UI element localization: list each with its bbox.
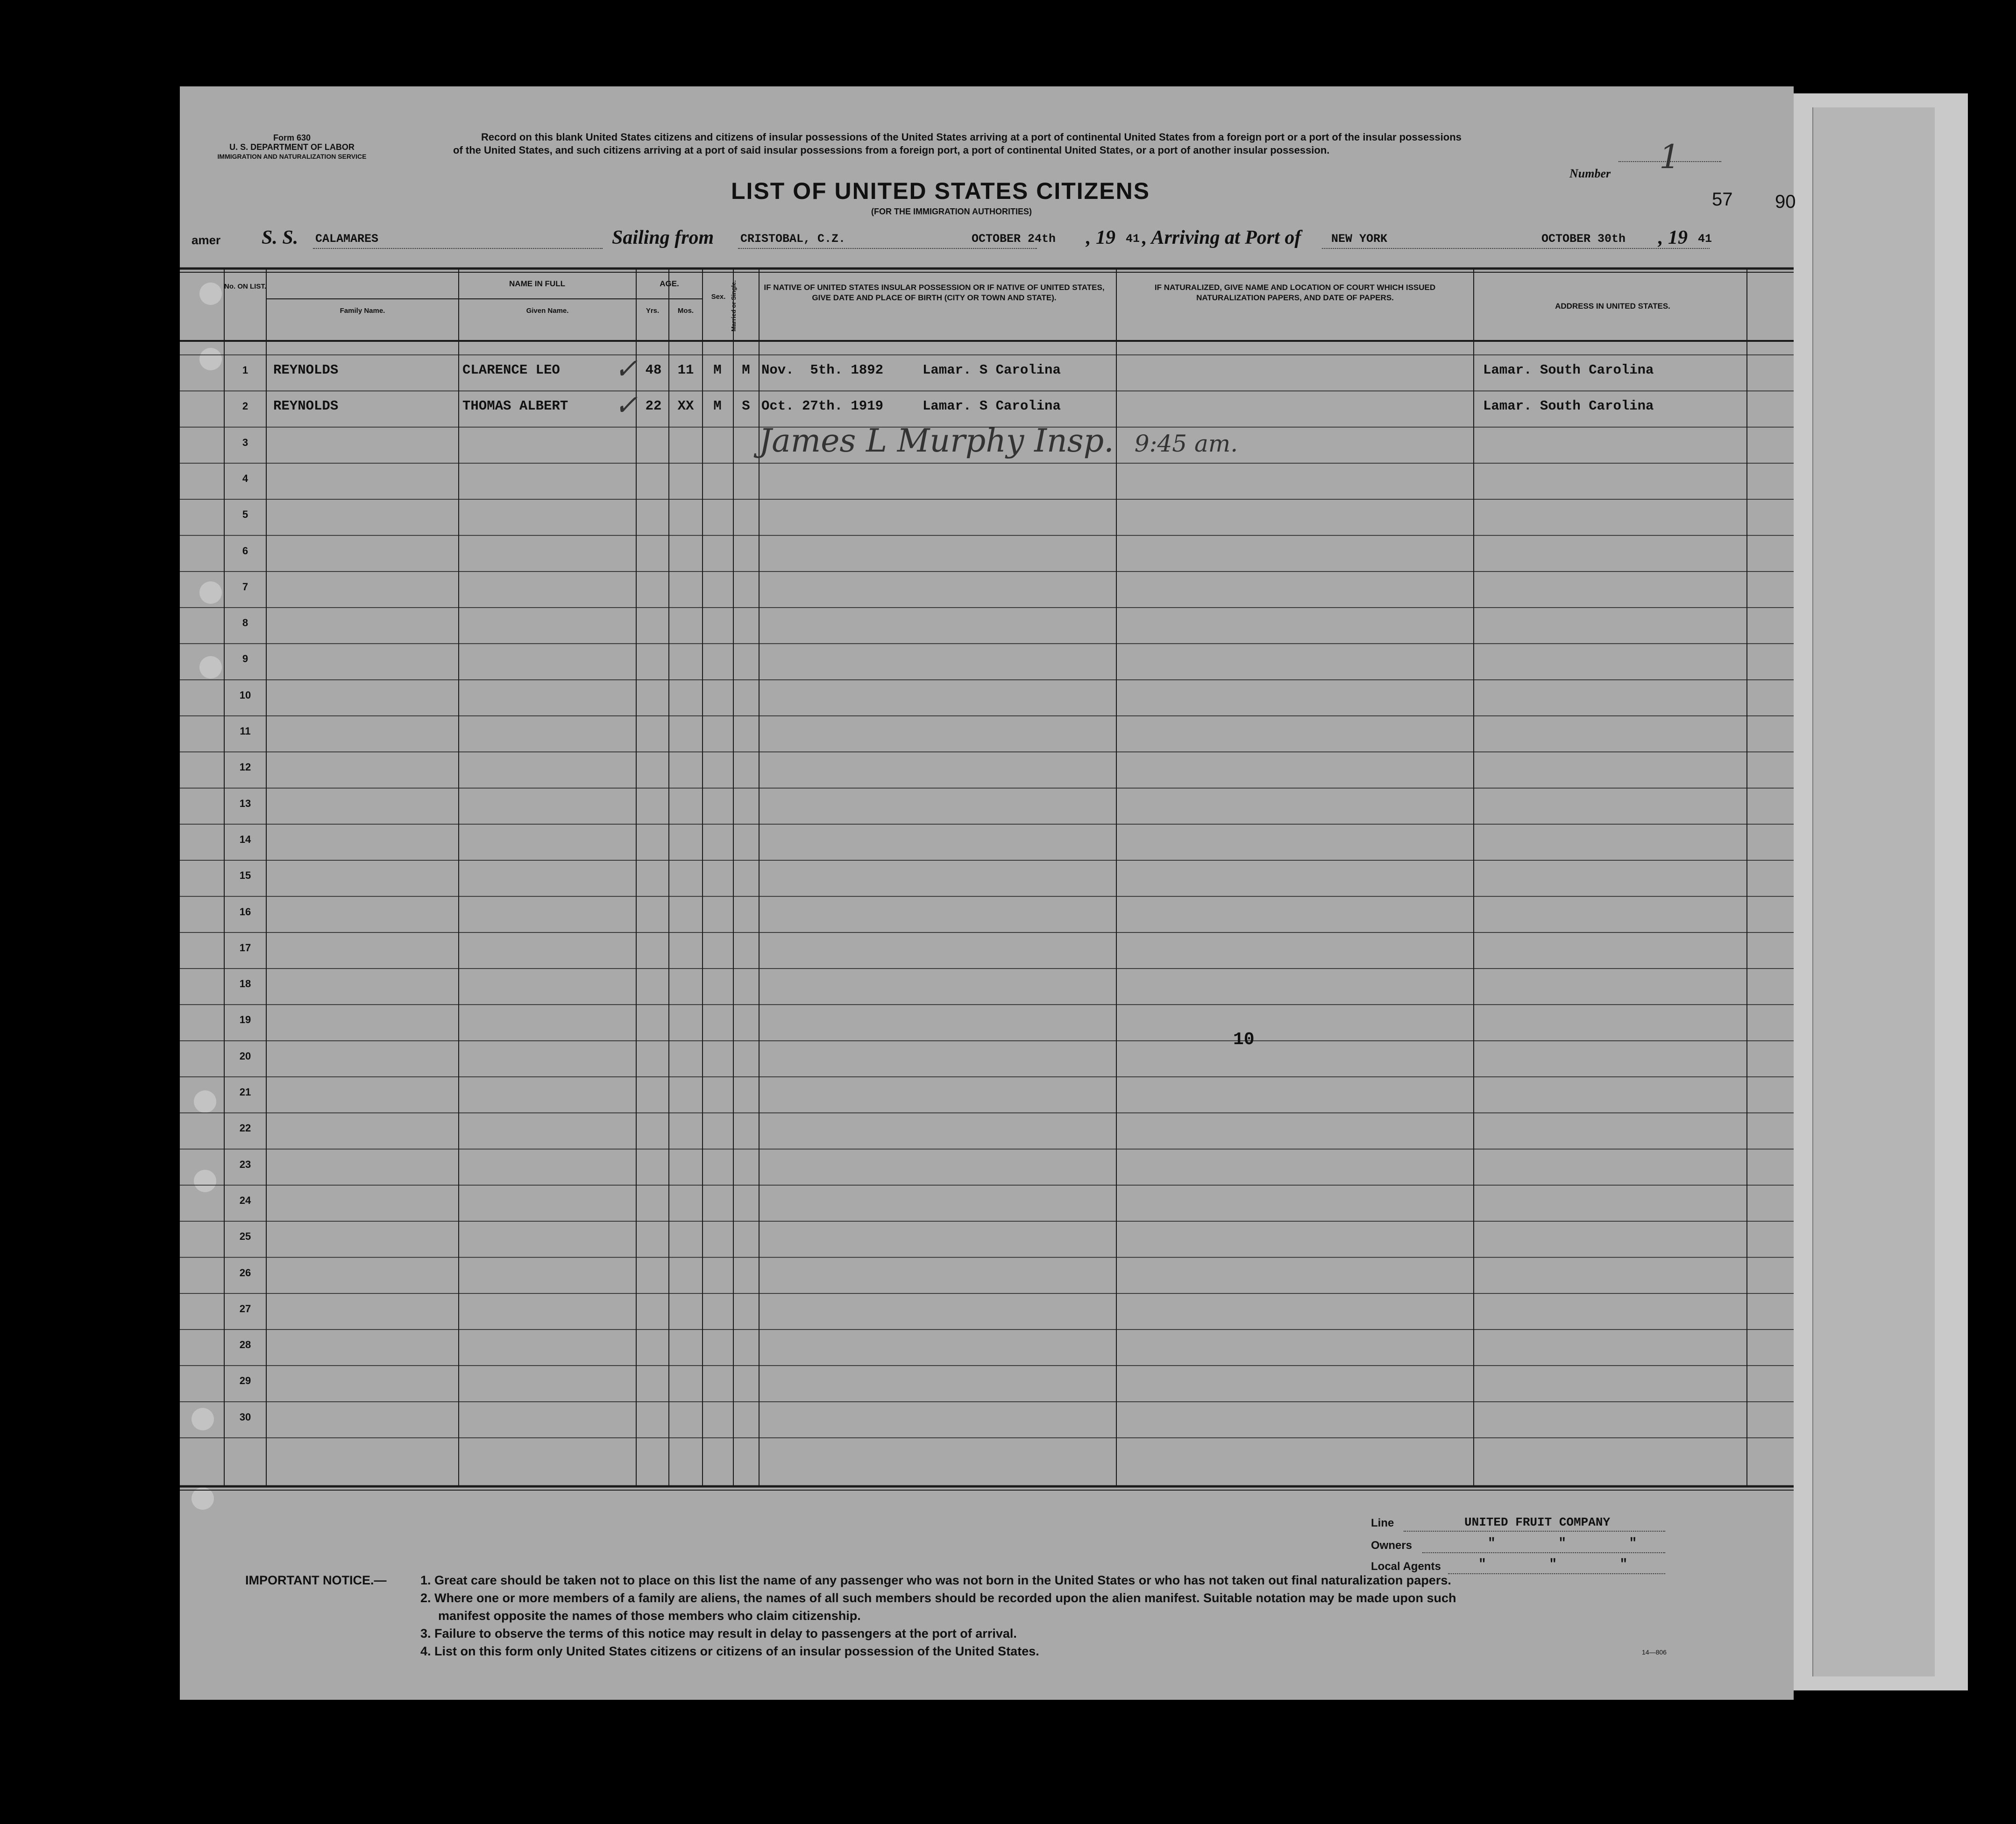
cell-no: 27	[239, 1302, 251, 1315]
cell-ms: S	[742, 398, 750, 414]
notice-heading: IMPORTANT NOTICE.—	[245, 1573, 387, 1587]
cell-no: 14	[239, 833, 251, 845]
sail-date: OCTOBER 24th	[972, 232, 1056, 246]
print-code: 14—806	[1642, 1648, 1667, 1656]
owners-value: " " "	[1488, 1536, 1637, 1551]
cell-no: 18	[239, 978, 251, 990]
table-row	[180, 572, 1794, 608]
ss-label: S. S.	[262, 227, 298, 248]
table-row	[180, 1258, 1794, 1294]
ship-name: CALAMARES	[315, 232, 379, 246]
table-row	[180, 1365, 1794, 1401]
cell-family: REYNOLDS	[273, 398, 339, 414]
binder-hole	[119, 693, 140, 714]
col-header-naturalized: IF NATURALIZED, GIVE NAME AND LOCATION OF COURT WHICH ISSUED NATURALIZATION PAPERS, AND DATE OF PAPERS.	[1154, 283, 1436, 302]
arrive-year-prefix: , 19	[1658, 227, 1688, 248]
sailing-label: Sailing from	[612, 227, 714, 248]
table-row	[180, 860, 1794, 896]
cell-no: 2	[242, 400, 248, 412]
table-row	[180, 1077, 1794, 1113]
col-header-age: AGE.	[660, 279, 679, 288]
table-row	[180, 1294, 1794, 1329]
manifest-page	[180, 86, 1794, 1700]
cell-no: 10	[239, 689, 251, 701]
check-mark: ✓	[614, 389, 638, 422]
to-port: NEW YORK	[1331, 232, 1388, 246]
arriving-label: , Arriving at Port of	[1142, 227, 1301, 248]
table-row	[180, 391, 1794, 427]
cell-no: 15	[239, 870, 251, 882]
cell-given: THOMAS ALBERT	[462, 398, 568, 414]
sail-year: 41	[1126, 232, 1140, 246]
cell-sex: M	[713, 398, 722, 414]
col-header-name: NAME IN FULL	[509, 279, 565, 288]
inspector-signature	[759, 423, 1413, 479]
cell-no: 1	[242, 364, 248, 376]
agents-value: " " "	[1478, 1557, 1628, 1572]
edge-number: 90	[1775, 191, 1796, 212]
notice-item: 2. Where one or more members of a family are aliens, the names of all such members should be recorded upon the alien manifest. Suitable notation may be made upon such	[420, 1591, 1456, 1605]
cell-no: 5	[242, 509, 248, 521]
table-row	[180, 536, 1794, 572]
table-row	[180, 1041, 1794, 1077]
cell-no: 16	[239, 905, 251, 918]
line-underline	[1404, 1531, 1665, 1532]
cell-no: 11	[240, 725, 251, 737]
col-header-sex: Sex.	[711, 293, 726, 301]
cell-family: REYNOLDS	[273, 362, 339, 378]
cell-no: 4	[242, 472, 248, 484]
col-header-family: Family Name.	[340, 307, 385, 315]
stamp-count: 10	[1233, 1030, 1255, 1050]
table-row	[180, 499, 1794, 535]
footer-line-block	[1371, 1513, 1791, 1578]
sail-year-prefix: , 19	[1086, 227, 1115, 248]
cell-no: 12	[239, 761, 251, 773]
notice-items	[420, 1571, 1784, 1660]
agents-label: Local Agents	[1371, 1560, 1441, 1573]
table-row	[180, 933, 1794, 969]
binder-hole	[121, 1130, 142, 1151]
number-value: 1	[1659, 138, 1680, 176]
cell-address: Lamar. South Carolina	[1483, 398, 1654, 414]
cell-birth-place: Lamar. S Carolina	[923, 398, 1061, 414]
table-row	[180, 824, 1794, 860]
binder-hole	[119, 619, 140, 639]
cell-no: 21	[239, 1086, 251, 1098]
col-header-native: IF NATIVE OF UNITED STATES INSULAR POSSESSION OR IF NATIVE OF UNITED STATES, GIVE DATE AND PLACE OF BIRTH (CITY OR TOWN AND STATE).	[764, 283, 1105, 302]
col-header-married: Married or Single.	[730, 280, 737, 332]
cell-address: Lamar. South Carolina	[1483, 362, 1654, 378]
owners-label: Owners	[1371, 1539, 1413, 1552]
table-row	[180, 897, 1794, 933]
cell-ms: M	[742, 362, 750, 378]
table-row	[180, 680, 1794, 716]
underlying-sheet-2	[1812, 107, 1935, 1676]
cell-no: 20	[239, 1050, 251, 1062]
cell-yrs: 48	[645, 362, 662, 378]
notice-item: 1. Great care should be taken not to place on this list the name of any passenger who was not born in the United States or who has not taken out final naturalization papers.	[420, 1573, 1451, 1587]
table-row	[180, 969, 1794, 1004]
cell-no: 23	[239, 1158, 251, 1170]
cell-birth-place: Lamar. S Carolina	[923, 362, 1061, 378]
important-notice	[245, 1571, 1787, 1679]
binder-hole	[119, 390, 140, 410]
cell-no: 17	[239, 941, 251, 954]
cell-yrs: 22	[645, 398, 662, 414]
page-title: LIST OF UNITED STATES CITIZENS	[731, 178, 1150, 204]
table-row	[180, 1402, 1794, 1438]
cell-no: 8	[242, 617, 248, 629]
table-row	[180, 1113, 1794, 1149]
department: U. S. DEPARTMENT OF LABOR	[229, 142, 355, 152]
cell-no: 9	[242, 653, 248, 665]
cell-no: 6	[242, 544, 248, 557]
col-header-given: Given Name.	[526, 307, 569, 315]
table-row	[180, 716, 1794, 752]
table-row	[180, 752, 1794, 788]
col-header-mos: Mos.	[677, 307, 694, 315]
table-row	[180, 1185, 1794, 1221]
notice-item: 4. List on this form only United States citizens or citizens of an insular possession of the United States.	[420, 1644, 1039, 1658]
instructions: Record on this blank United States citizens and citizens of insular possessions of the United States arriving at a port of continental United States from a foreign port or a port of the insular possessions of the United States, and such citizens arriving at a port of said insular possessions from a foreign port, a port of continental United States, or a port of another insular possession.	[453, 131, 1462, 156]
col-header-no: No. ON LIST.	[224, 283, 266, 290]
number-label: Number	[1569, 167, 1611, 180]
page-number: 57	[1712, 189, 1733, 210]
page-subtitle: (FOR THE IMMIGRATION AUTHORITIES)	[871, 207, 1032, 216]
cell-no: 3	[242, 436, 248, 448]
cell-no: 28	[239, 1339, 251, 1351]
binder-hole	[117, 311, 137, 331]
table-row	[180, 1004, 1794, 1040]
cell-no: 19	[239, 1014, 251, 1026]
check-mark: ✓	[614, 353, 638, 385]
cell-birth-date: Oct. 27th. 1919	[761, 398, 884, 414]
owners-underline	[1422, 1552, 1665, 1553]
line-label: Line	[1371, 1517, 1394, 1529]
signature-text: James L Murphy Insp.	[759, 423, 1114, 460]
binder-hole	[122, 1438, 143, 1459]
cell-no: 22	[239, 1122, 251, 1134]
cell-no: 13	[239, 797, 251, 809]
form-number: Form 630	[273, 133, 311, 142]
table-row	[180, 355, 1794, 391]
col-header-yrs: Yrs.	[646, 307, 660, 315]
notice-item: manifest opposite the names of those members who claim citizenship.	[438, 1609, 861, 1623]
voyage-prefix: amer	[192, 233, 221, 247]
table-row	[180, 643, 1794, 679]
cell-birth-date: Nov. 5th. 1892	[761, 362, 884, 378]
cell-no: 7	[242, 580, 248, 593]
table-row	[180, 1329, 1794, 1365]
time-note: 9:45 am.	[1134, 430, 1238, 457]
cell-no: 24	[239, 1194, 251, 1206]
cell-mos: XX	[677, 398, 694, 414]
table-row	[180, 1149, 1794, 1185]
cell-no: 29	[239, 1375, 251, 1387]
cell-no: 25	[239, 1230, 251, 1243]
col-header-address: ADDRESS IN UNITED STATES.	[1555, 302, 1670, 311]
from-port: CRISTOBAL, C.Z.	[740, 232, 846, 246]
cell-no: 30	[239, 1411, 251, 1423]
arrive-date: OCTOBER 30th	[1541, 232, 1626, 246]
binder-hole	[122, 1515, 143, 1536]
table-row	[180, 1221, 1794, 1257]
cell-sex: M	[713, 362, 722, 378]
cell-no: 26	[239, 1266, 251, 1279]
notice-item: 3. Failure to observe the terms of this notice may result in delay to passengers at the port of arrival.	[420, 1626, 1017, 1640]
cell-given: CLARENCE LEO	[462, 362, 560, 378]
table-row	[180, 788, 1794, 824]
arrive-year: 41	[1698, 232, 1712, 246]
line-value: UNITED FRUIT COMPANY	[1464, 1515, 1611, 1529]
binder-hole	[121, 1209, 142, 1230]
cell-mos: 11	[677, 362, 694, 378]
table-row	[180, 608, 1794, 643]
service: IMMIGRATION AND NATURALIZATION SERVICE	[217, 153, 367, 160]
